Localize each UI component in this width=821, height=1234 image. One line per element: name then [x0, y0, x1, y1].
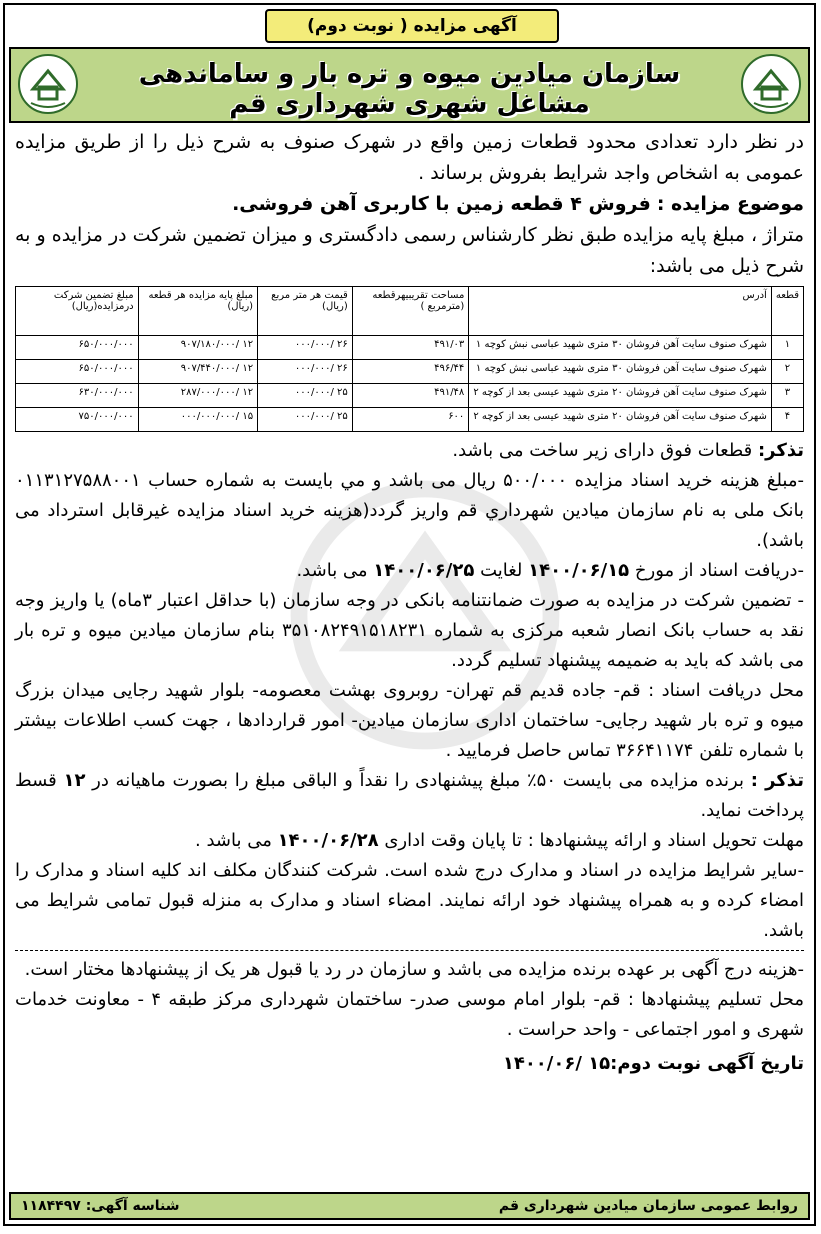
table-cell: شهرک صنوف سایت آهن فروشان ۳۰ متری شهید عباسی نبش کوچه ۱: [469, 336, 772, 360]
notice-body: [15, 127, 804, 1079]
notice-date: تاریخ آگهی نوبت دوم:۱۵ /۱۴۰۰/۰۶: [502, 1053, 804, 1074]
table-row: [16, 336, 804, 360]
note1-text: قطعات فوق دارای زیر ساخت می باشد.: [452, 440, 758, 461]
note2-text: قسط پرداخت نماید.: [15, 770, 804, 821]
table-cell: ۶۳۰/۰۰۰/۰۰۰: [16, 384, 139, 408]
footer-ad-id: شناسه آگهی: ۱۱۸۴۴۹۷: [21, 1198, 180, 1214]
notice-title: آگهی مزایده ( نوبت دوم): [265, 9, 559, 43]
note2-label: تذکر :: [750, 770, 804, 791]
table-cell: ۲۵ /۰۰۰/۰۰۰: [258, 408, 353, 432]
deadline-text: می باشد .: [195, 830, 278, 851]
municipality-logo-icon: [740, 53, 802, 115]
deadline-text: مهلت تحویل اسناد و ارائه پیشنهادها : تا پایان وقت اداری: [378, 830, 804, 851]
intro-paragraph: در نظر دارد تعدادی محدود قطعات زمین واقع در شهرک صنوف به شرح ذیل را از طریق مزایده عمومی به اشخاص واجد شرایط بفروش برساند .: [15, 131, 804, 184]
installments-count: ۱۲: [63, 770, 86, 791]
table-header: قطعه: [771, 287, 803, 336]
guarantee-paragraph: - تضمین شرکت در مزایده به صورت ضمانتنامه بانکی در وجه سازمان (با حداقل اعتبار ۳ماه) یا واریز وجه نقد به حساب بانک انصار شعبه مرکزی به شماره ۳۵۱۰۸۲۴۹۱۵۱۸۲۳۱ بنام سازمان میادین میوه و تره بار می باشد که باید به ضمیمه پیشنهاد تسلیم گردد.: [15, 590, 804, 671]
receive-end-date: ۱۴۰۰/۰۶/۲۵: [373, 560, 475, 581]
table-cell: ۶۵۰/۰۰۰/۰۰۰: [16, 336, 139, 360]
subject-paragraph: [15, 189, 804, 220]
table-cell: ۴۹۶/۴۴: [352, 360, 469, 384]
receive-text: می باشد.: [296, 560, 374, 581]
table-cell: شهرک صنوف سایت آهن فروشان ۲۰ متری شهید عیسی بعد از کوچه ۲: [469, 384, 772, 408]
table-cell: شهرک صنوف سایت آهن فروشان ۲۰ متری شهید عیسی بعد از کوچه ۲: [469, 408, 772, 432]
table-cell: ۴۹۱/۰۳: [352, 336, 469, 360]
table-header: آدرس: [469, 287, 772, 336]
receive-text: -دریافت اسناد از مورخ: [629, 560, 804, 581]
table-cell: ۲۵ /۰۰۰/۰۰۰: [258, 384, 353, 408]
receive-start-date: ۱۴۰۰/۰۶/۱۵: [528, 560, 630, 581]
table-cell: ۱۵ /۰۰۰/۰۰۰/۰۰۰: [138, 408, 257, 432]
submit-paragraph: محل تسلیم پیشنهادها : قم- بلوار امام موسی صدر- ساختمان شهرداری مرکز طبقه ۴ - معاونت خدمات شهری و امور اجتماعی - واحد حراست .: [15, 989, 804, 1040]
table-row: [16, 360, 804, 384]
table-cell: ۶۵۰/۰۰۰/۰۰۰: [16, 360, 139, 384]
table-cell: ۶۰۰: [352, 408, 469, 432]
deadline-paragraph: [15, 826, 804, 856]
table-header: مساحت تقریبیهرقطعه (مترمربع ): [352, 287, 469, 336]
receive-text: لغایت: [474, 560, 529, 581]
organization-name: سازمان میادین میوه و تره بار و ساماندهی مشاغل شهری شهرداری قم: [138, 59, 681, 119]
table-cell: ۱۲ /۹۰۷/۴۴۰/۰۰۰: [138, 360, 257, 384]
table-cell: ۱: [771, 336, 803, 360]
table-header: مبلغ پایه مزایده هر قطعه (ریال): [138, 287, 257, 336]
table-header: مبلغ تضمین شرکت درمزایده(ریال): [16, 287, 139, 336]
receive-paragraph: [15, 556, 804, 586]
subject-label: موضوع مزایده :: [656, 193, 804, 215]
notice-page: [3, 3, 816, 1226]
notice-date-paragraph: [15, 1049, 804, 1079]
plots-table: [15, 286, 804, 432]
subject-text: فروش ۴ قطعه زمین با کاربری آهن فروشی.: [232, 193, 651, 215]
table-cell: ۷۵۰/۰۰۰/۰۰۰: [16, 408, 139, 432]
table-cell: ۳: [771, 384, 803, 408]
table-header-row: [16, 287, 804, 336]
footer-public-relations: روابط عمومی سازمان میادین شهرداری قم: [498, 1198, 798, 1214]
base-price-paragraph: متراژ ، مبلغ پایه مزایده طبق نظر کارشناس رسمی دادگستری و میزان تضمین شرکت در مزایده و به شرح ذیل می باشد:: [15, 224, 804, 277]
note1-label: تذکر:: [757, 440, 804, 461]
table-cell: ۲: [771, 360, 803, 384]
divider: [15, 950, 804, 951]
table-cell: ۲۶ /۰۰۰/۰۰۰: [258, 360, 353, 384]
fee-paragraph: -مبلغ هزینه خرید اسناد مزایده ۵۰۰/۰۰۰ ریال می باشد و مي بایست به شماره حساب ۰۱۱۳۱۲۷۵۸۸۰۰۱ بانک ملی به نام سازمان میادین شهرداري قم واریز گردد(هزینه خرید اسناد مزایده غیرقابل استرداد می باشد).: [15, 470, 805, 551]
note2-paragraph: [15, 766, 804, 826]
cost-paragraph: -هزینه درج آگهی بر عهده برنده مزایده می باشد و سازمان در رد یا قبول هر یک از پیشنهادها مختار است.: [24, 959, 804, 980]
table-row: [16, 384, 804, 408]
table-row: [16, 408, 804, 432]
place-paragraph: محل دریافت اسناد : قم- جاده قدیم قم تهران- روبروی بهشت معصومه- بلوار شهید رجایی میدان بزرگ میوه و تره بار شهید رجایی- ساختمان اداری سازمان میادین- امور قراردادها ، جهت کسب اطلاعات بیشتر با شماره تلفن ۳۶۶۴۱۱۷۴ تماس حاصل فرمایید .: [15, 680, 804, 761]
table-cell: ۱۲ /۲۸۷/۰۰۰/۰۰۰: [138, 384, 257, 408]
municipality-logo-icon: [17, 53, 79, 115]
table-cell: ۲۶ /۰۰۰/۰۰۰: [258, 336, 353, 360]
table-cell: ۱۲ /۹۰۷/۱۸۰/۰۰۰: [138, 336, 257, 360]
other-terms-paragraph: -سایر شرایط مزایده در اسناد و مدارک درج شده است. شرکت کنندگان مکلف اند کلیه اسناد و مدارک را امضاء کرده و به همراه پیشنهاد خود ارائه نمایند. امضاء اسناد و مدارک به منزله قبول تمامی شرایط می باشد.: [15, 860, 804, 941]
note2-text: برنده مزایده می بایست ۵۰٪ مبلغ پیشنهادی را نقداً و الباقی مبلغ را بصورت ماهیانه در: [85, 770, 751, 791]
table-header: قیمت هر متر مربع (ریال): [258, 287, 353, 336]
note1-paragraph: [15, 436, 804, 466]
table-cell: ۴: [771, 408, 803, 432]
table-cell: ۴۹۱/۴۸: [352, 384, 469, 408]
org-header: [9, 47, 810, 123]
deadline-date: ۱۴۰۰/۰۶/۲۸: [277, 830, 379, 851]
footer-band: [9, 1192, 810, 1220]
table-cell: شهرک صنوف سایت آهن فروشان ۳۰ متری شهید عباسی نبش کوچه ۱: [469, 360, 772, 384]
